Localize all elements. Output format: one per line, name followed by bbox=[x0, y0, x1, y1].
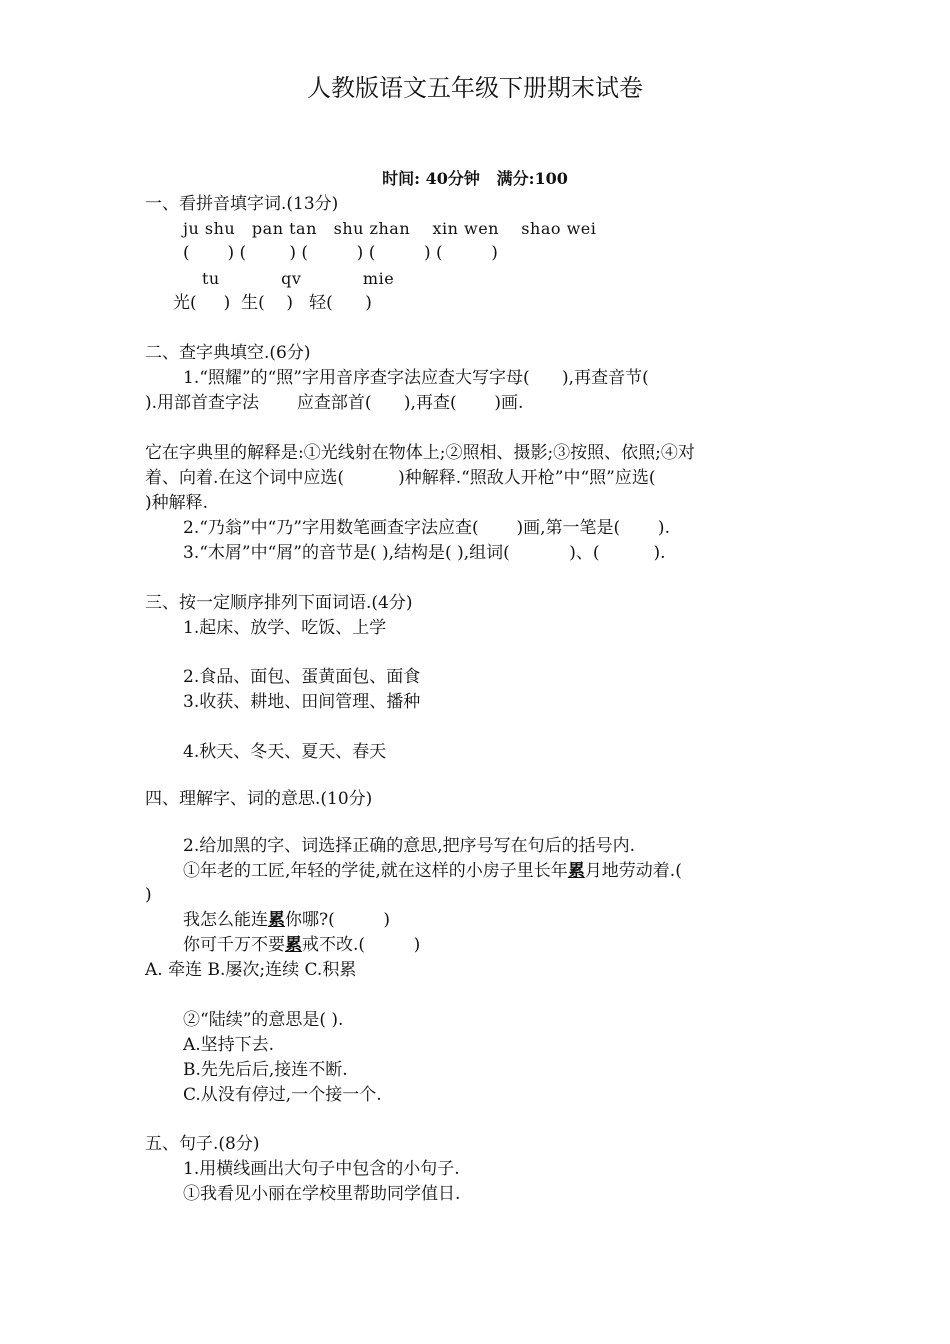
q2-text-before: 我怎么能连 bbox=[183, 910, 268, 930]
q1-bold-char: 累 bbox=[567, 861, 585, 881]
q3-text-before: 你可千万不要 bbox=[183, 935, 285, 955]
section-5-item-1: 1.用横线画出大句子中包含的小句子. bbox=[183, 1159, 460, 1179]
pinyin-row-1: ju shu pan tan shu zhan xin wen shao wei bbox=[183, 219, 597, 238]
section-1-heading: 一、看拼音填字词.(13分) bbox=[145, 194, 339, 214]
answer-blanks-row-1: ( ) ( ) ( ) ( ) ( ) bbox=[183, 243, 498, 263]
section-3-item-4: 4.秋天、冬天、夏天、春天 bbox=[183, 742, 387, 762]
section-4-option-a: A.坚持下去. bbox=[183, 1035, 275, 1055]
section-3-item-1: 1.起床、放学、吃饭、上学 bbox=[183, 618, 387, 638]
section-2-line-6: 2.“乃翁”中“乃”字用数笔画查字法应查( )画,第一笔是( ). bbox=[183, 518, 670, 538]
section-4-question-1 bbox=[183, 860, 682, 882]
q1-text-before: ①年老的工匠,年轻的学徒,就在这样的小房子里长年 bbox=[183, 861, 568, 881]
exam-time-score: 时间: 40分钟 满分:100 bbox=[382, 169, 568, 188]
q3-bold-char: 累 bbox=[285, 935, 302, 955]
q2-text-after: 你哪?( ) bbox=[285, 910, 391, 930]
section-3-item-2: 2.食品、面包、蛋黄面包、面食 bbox=[183, 667, 421, 687]
section-2-line-3: 它在字典里的解释是:①光线射在物体上;②照相、摄影;③按照、依照;④对 bbox=[145, 443, 695, 463]
section-5-item-2: ①我看见小丽在学校里帮助同学值日. bbox=[183, 1184, 461, 1204]
section-2-line-2: ).用部首查字法 应查部首( ),再查( )画. bbox=[145, 393, 524, 413]
section-3-item-3: 3.收获、耕地、田间管理、播种 bbox=[183, 692, 421, 712]
section-2-line-4: 着、向着.在这个词中应选( )种解释.“照敌人开枪”中“照”应选( bbox=[145, 468, 656, 488]
q1-text-after: 月地劳动着.( bbox=[584, 861, 682, 881]
section-4-options: A. 牵连 B.屡次;连续 C.积累 bbox=[145, 960, 357, 980]
q3-text-after: 戒不改.( ) bbox=[302, 935, 421, 955]
section-4-intro: 2.给加黑的字、词选择正确的意思,把序号写在句后的括号内. bbox=[183, 836, 636, 856]
section-4-option-b: B.先先后后,接连不断. bbox=[183, 1060, 348, 1080]
section-4-heading: 四、理解字、词的意思.(10分) bbox=[145, 789, 373, 809]
section-4-question-4: ②“陆续”的意思是( ). bbox=[183, 1010, 344, 1030]
section-2-line-1: 1.“照耀”的“照”字用音序查字法应查大写字母( ),再查音节( bbox=[183, 368, 649, 388]
pinyin-row-2: tu qv mie bbox=[202, 269, 395, 288]
section-3-heading: 三、按一定顺序排列下面词语.(4分) bbox=[145, 593, 413, 613]
section-2-heading: 二、查字典填空.(6分) bbox=[145, 343, 311, 363]
page-title: 人教版语文五年级下册期末试卷 bbox=[307, 74, 643, 102]
q2-bold-char: 累 bbox=[268, 910, 285, 930]
section-2-line-5: )种解释. bbox=[145, 493, 209, 513]
section-4-question-1-close: ) bbox=[145, 885, 152, 905]
answer-blanks-row-2: 光( ) 生( ) 轻( ) bbox=[173, 293, 372, 313]
section-4-question-2 bbox=[183, 909, 390, 931]
section-2-line-7: 3.“木屑”中“屑”的音节是( ),结构是( ),组词( )、( ). bbox=[183, 543, 666, 563]
section-4-question-3 bbox=[183, 934, 420, 956]
section-4-option-c: C.从没有停过,一个接一个. bbox=[183, 1085, 382, 1105]
section-5-heading: 五、句子.(8分) bbox=[145, 1134, 260, 1154]
